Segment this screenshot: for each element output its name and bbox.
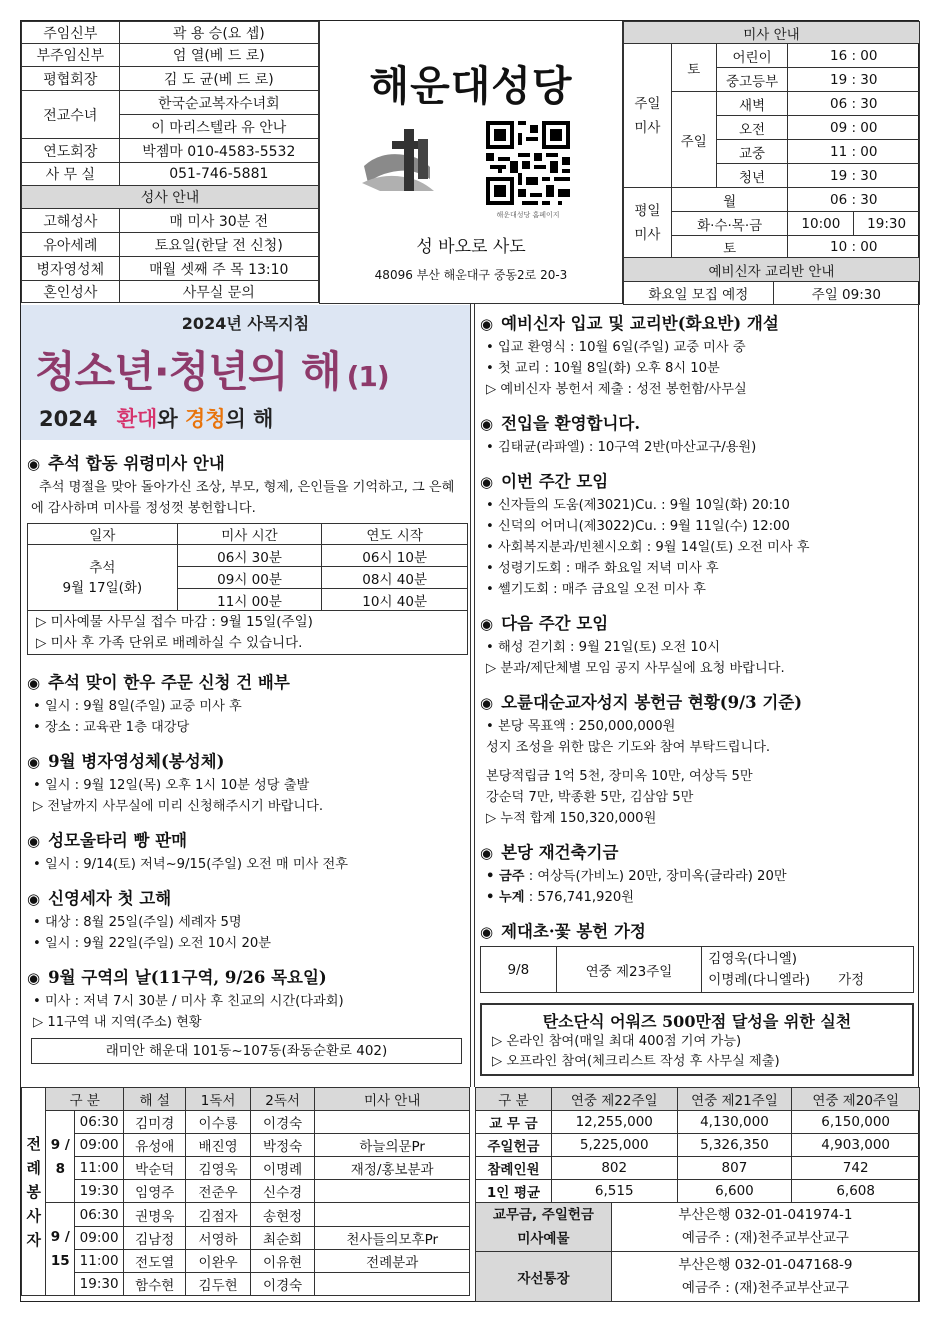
weekday-time: 10 : 00	[788, 236, 920, 258]
finance-table	[475, 1087, 920, 1302]
section-title: ◉ 추석 맞이 한우 주문 신청 건 배부	[27, 673, 290, 692]
ministry-cell: 김두현	[186, 1273, 251, 1296]
ministry-cell: 이완우	[186, 1250, 251, 1273]
bulletin-page	[20, 20, 919, 1302]
finance-value: 6,515	[551, 1180, 677, 1203]
ministry-cell: 김점자	[186, 1203, 251, 1227]
sacrament-label: 혼인성사	[22, 281, 120, 303]
finance-value: 807	[677, 1157, 792, 1180]
carbon-line: ▷ 오프라인 참여(체크리스트 작성 후 사무실 제출)	[492, 1054, 780, 1069]
ministry-time: 19:30	[75, 1180, 124, 1203]
catechumen-line: ▷ 예비신자 봉헌서 제출 : 성전 봉헌함/사무실	[486, 382, 747, 397]
ministry-cell: 이명례	[250, 1157, 315, 1180]
carbon-title: 탄소단식 어워즈 500만점 달성을 위한 실천	[542, 1012, 852, 1031]
sick-line: ▷ 전날까지 사무실에 미리 신청해주시기 바랍니다.	[33, 799, 324, 814]
weekday-day: 토	[671, 236, 788, 258]
finance-value: 5,225,000	[551, 1134, 677, 1157]
banner-top: 2024년 사목지침	[181, 314, 310, 333]
sacrament-label: 고해성사	[22, 209, 120, 233]
mass-name: 새벽	[716, 92, 788, 116]
parish-address: 48096 부산 해운대구 중동2로 20-3	[374, 268, 568, 282]
welcome-line: • 김태균(라파엘) : 10구역 2반(마산교구/용원)	[486, 440, 757, 455]
ministry-cell: 서영하	[186, 1227, 251, 1250]
ministry-header: 구 분	[46, 1088, 124, 1111]
ministry-cell: 하늘의문Pr	[315, 1134, 470, 1157]
sunday-label: 주일	[671, 92, 716, 188]
mass-time: 19 : 30	[788, 68, 920, 92]
ministry-cell: 유성애	[124, 1134, 186, 1157]
meeting-line: • 쎌기도회 : 매주 금요일 오전 미사 후	[486, 582, 706, 597]
district-address-box: 래미안 해운대 101동~107동(좌동순환로 402)	[31, 1038, 462, 1064]
flowers-date: 9/8	[481, 947, 557, 993]
next-meeting-line: • 해성 걷기회 : 9월 21일(토) 오전 10시	[486, 640, 720, 655]
ministry-date: 9 / 15	[46, 1203, 75, 1296]
ministry-time: 09:00	[75, 1227, 124, 1250]
mass-title: 미사 안내	[624, 22, 920, 44]
carbon-line: ▷ 온라인 참여(매일 최대 400점 기여 가능)	[492, 1034, 742, 1049]
confession-line: • 대상 : 8월 25일(주일) 세례자 5명	[33, 915, 242, 930]
hanwoo-line: • 장소 : 교육관 1층 대강당	[33, 720, 190, 735]
shrine-line: 성지 조성을 위한 많은 기도와 참여 부탁드립니다.	[486, 740, 771, 755]
chuseok-table	[27, 523, 468, 655]
finance-label: 1인 평균	[476, 1180, 552, 1203]
banner-sub: 2024 환대와 경청의 해	[39, 407, 274, 431]
shrine-line: ▷ 누적 합계 150,320,000원	[486, 811, 657, 826]
weekday-time: 19:30	[854, 212, 920, 236]
ministry-time: 11:00	[75, 1157, 124, 1180]
ministry-cell	[315, 1273, 470, 1296]
chuseok-header: 연도 시작	[322, 524, 468, 545]
staff-value: 엄 열(베 드 로)	[119, 44, 318, 67]
ministry-cell: 배진영	[186, 1134, 251, 1157]
section-title: ◉ 9월 병자영성체(봉성체)	[27, 752, 225, 771]
catechumen-right: 주일 09:30	[773, 282, 919, 305]
section-title: ◉ 예비신자 입교 및 교리반(화요반) 개설	[480, 314, 779, 333]
ministry-time: 09:00	[75, 1134, 124, 1157]
catechumen-table	[623, 257, 920, 305]
sacrament-value: 매월 셋째 주 목 13:10	[119, 257, 318, 281]
mass-name: 오전	[716, 116, 788, 140]
sacrament-label: 유아세례	[22, 233, 120, 257]
weekday-day: 화·수·목·금	[671, 212, 788, 236]
ministry-table	[21, 1087, 470, 1296]
shrine-line: 강순덕 7만, 박종환 5만, 김삼암 5만	[486, 790, 694, 805]
saturday-label: 토	[671, 44, 716, 92]
district-line: ▷ 11구역 내 지역(주소) 현황	[33, 1015, 202, 1030]
mass-name: 어린이	[716, 44, 788, 68]
section-title: ◉ 9월 구역의 날(11구역, 9/26 목요일)	[27, 968, 327, 987]
ministry-cell: 임영주	[124, 1180, 186, 1203]
ministry-cell	[315, 1203, 470, 1227]
finance-header: 연중 제22주일	[551, 1088, 677, 1111]
sacrament-value: 사무실 문의	[119, 281, 318, 303]
sacrament-value: 매 미사 30분 전	[119, 209, 318, 233]
column-divider	[470, 304, 475, 1087]
weekday-time: 10:00	[788, 212, 854, 236]
section-title: ◉ 다음 주간 모임	[480, 614, 609, 633]
parish-name: 해운대성당	[369, 62, 573, 110]
mass-time: 11 : 00	[788, 140, 920, 164]
theme-banner	[21, 305, 470, 440]
rebuild-line: • 금주 : 여상득(가비노) 20만, 장미옥(글라라) 20만	[486, 869, 787, 884]
finance-label: 교 무 금	[476, 1111, 552, 1134]
ministry-time: 19:30	[75, 1273, 124, 1296]
chuseok-prayer-time: 08시 40분	[322, 567, 468, 589]
ministry-header: 2독서	[250, 1088, 315, 1111]
ministry-header: 1독서	[186, 1088, 251, 1111]
weekday-mass-label: 평일 미사	[624, 188, 672, 258]
mass-time: 09 : 00	[788, 116, 920, 140]
chuseok-notes: ▷ 미사예물 사무실 접수 마감 : 9월 15일(주일) ▷ 미사 후 가족 단위로 배례하실 수 있습니다.	[28, 611, 468, 655]
sacrament-label: 병자영성체	[22, 257, 120, 281]
flowers-family: 김영욱(다니엘) 이명례(다니엘라) 가정	[702, 947, 914, 993]
ministry-cell: 박정숙	[250, 1134, 315, 1157]
finance-value: 5,326,350	[677, 1134, 792, 1157]
staff-table	[21, 21, 319, 303]
ministry-cell: 재정/홍보분과	[315, 1157, 470, 1180]
staff-label: 연도회장	[22, 139, 120, 163]
ministry-cell: 이유현	[250, 1250, 315, 1273]
qr-code-icon	[486, 121, 570, 205]
mass-time: 19 : 30	[788, 164, 920, 188]
chuseok-date: 추석 9월 17일(화)	[28, 545, 178, 611]
parish-patron: 성 바오로 사도	[416, 237, 526, 257]
finance-value: 802	[551, 1157, 677, 1180]
account-info: 부산은행 032-01-047168-9 예금주 : (재)천주교부산교구	[611, 1252, 919, 1302]
finance-header: 구 분	[476, 1088, 552, 1111]
ministry-cell: 최순희	[250, 1227, 315, 1250]
finance-value: 4,130,000	[677, 1111, 792, 1134]
meeting-line: • 사회복지분과/빈첸시오회 : 9월 14일(토) 오전 미사 후	[486, 540, 810, 555]
ministry-cell: 전례분과	[315, 1250, 470, 1273]
right-column	[476, 304, 920, 1087]
chuseok-header: 미사 시간	[177, 524, 322, 545]
bread-line: • 일시 : 9/14(토) 저녁~9/15(주일) 오전 매 미사 전후	[33, 857, 348, 872]
rebuild-line: • 누계 : 576,741,920원	[486, 890, 634, 905]
ministry-cell: 함수현	[124, 1273, 186, 1296]
finance-value: 4,903,000	[792, 1134, 920, 1157]
section-title: ◉ 이번 주간 모임	[480, 472, 609, 491]
finance-label: 주일헌금	[476, 1134, 552, 1157]
shrine-line: 본당적립금 1억 5천, 장미옥 10만, 여상득 5만	[486, 769, 753, 784]
catechumen-line: • 첫 교리 : 10월 8일(화) 오후 8시 10분	[486, 361, 720, 376]
catechumen-title: 예비신자 교리반 안내	[624, 258, 920, 282]
staff-value: 이 마리스텔라 유 안나	[119, 115, 318, 139]
staff-label: 주임신부	[22, 22, 120, 44]
chuseok-mass-time: 09시 00분	[177, 567, 322, 589]
staff-value: 051-746-5881	[119, 163, 318, 186]
chuseok-prayer-time: 06시 10분	[322, 545, 468, 567]
account-label: 교무금, 주일헌금 미사예물	[476, 1203, 612, 1252]
mass-name: 교중	[716, 140, 788, 164]
section-title: ◉ 오륜대순교자성지 봉헌금 현황(9/3 기준)	[480, 693, 803, 712]
staff-value: 한국순교복자수녀회	[119, 91, 318, 115]
ministry-cell: 이경숙	[250, 1111, 315, 1134]
sacrament-value: 토요일(한달 전 신청)	[119, 233, 318, 257]
ministry-cell	[315, 1180, 470, 1203]
chuseok-body: 추석 명절을 맞아 돌아가신 조상, 부모, 형제, 은인들을 기억하고, 그 은혜에 감사하며 미사를 정성껏 봉헌합니다.	[31, 480, 455, 516]
ministry-cell: 이경숙	[250, 1273, 315, 1296]
flowers-table	[480, 946, 914, 993]
finance-value: 12,255,000	[551, 1111, 677, 1134]
meeting-line: • 신덕의 어머니(제3022)Cu. : 9월 11일(수) 12:00	[486, 519, 790, 534]
ministry-cell: 박순덕	[124, 1157, 186, 1180]
banner-main: 청소년·청년의 해 (1)	[35, 347, 389, 396]
ministry-cell: 전도열	[124, 1250, 186, 1273]
sacrament-title: 성사 안내	[22, 186, 319, 209]
finance-value: 6,608	[792, 1180, 920, 1203]
staff-label: 전교수녀	[22, 91, 120, 139]
mass-time: 16 : 00	[788, 44, 920, 68]
staff-label: 평협회장	[22, 67, 120, 91]
weekday-day: 월	[671, 188, 788, 212]
finance-header: 연중 제20주일	[792, 1088, 920, 1111]
finance-value: 742	[792, 1157, 920, 1180]
carbon-box	[480, 1003, 914, 1076]
district-line: • 미사 : 저녁 7시 30분 / 미사 후 친교의 시간(다과회)	[33, 994, 344, 1009]
parish-logo-icon	[360, 121, 450, 201]
qr-caption: 해운대성당 홈페이지	[496, 211, 560, 219]
finance-label: 참례인원	[476, 1157, 552, 1180]
hanwoo-line: • 일시 : 9월 8일(주일) 교중 미사 후	[33, 699, 242, 714]
staff-value: 김 도 균(베 드 로)	[119, 67, 318, 91]
ministry-cell: 김미경	[124, 1111, 186, 1134]
ministry-cell: 전준우	[186, 1180, 251, 1203]
mass-name: 청년	[716, 164, 788, 188]
section-title: ◉ 본당 재건축기금	[480, 843, 619, 862]
ministry-cell	[315, 1111, 470, 1134]
staff-label: 부주임신부	[22, 44, 120, 67]
confession-line: • 일시 : 9월 22일(주일) 오전 10시 20분	[33, 936, 271, 951]
left-column	[21, 304, 470, 1087]
ministry-cell: 송현정	[250, 1203, 315, 1227]
staff-value: 곽 용 승(요 셉)	[119, 22, 318, 44]
staff-label: 사 무 실	[22, 163, 120, 186]
ministry-cell: 김영욱	[186, 1157, 251, 1180]
parish-header	[319, 21, 623, 304]
chuseok-header: 일자	[28, 524, 178, 545]
ministry-time: 06:30	[75, 1111, 124, 1134]
section-title: ◉ 신영세자 첫 고해	[27, 889, 172, 908]
shrine-line: • 본당 목표액 : 250,000,000원	[486, 719, 676, 734]
finance-value: 6,150,000	[792, 1111, 920, 1134]
chuseok-mass-time: 06시 30분	[177, 545, 322, 567]
ministry-header: 해 설	[124, 1088, 186, 1111]
ministry-header: 미사 안내	[315, 1088, 470, 1111]
ministry-cell: 권명욱	[124, 1203, 186, 1227]
chuseok-prayer-time: 10시 40분	[322, 589, 468, 611]
sick-line: • 일시 : 9월 12일(목) 오후 1시 10분 성당 출발	[33, 778, 310, 793]
finance-value: 6,600	[677, 1180, 792, 1203]
ministry-side-label: 전례봉사자	[22, 1088, 46, 1296]
weekday-time: 06 : 30	[788, 188, 920, 212]
ministry-date: 9 / 8	[46, 1111, 75, 1203]
staff-value: 박젬마 010-4583-5532	[119, 139, 318, 163]
ministry-cell: 신수경	[250, 1180, 315, 1203]
mass-name: 중고등부	[716, 68, 788, 92]
section-title: ◉ 제대초·꽃 봉헌 가정	[480, 922, 646, 941]
sunday-mass-label: 주일 미사	[624, 44, 672, 188]
mass-time: 06 : 30	[788, 92, 920, 116]
ministry-cell: 천사들의모후Pr	[315, 1227, 470, 1250]
ministry-cell: 김남정	[124, 1227, 186, 1250]
mass-table	[623, 21, 920, 258]
chuseok-mass-time: 11시 00분	[177, 589, 322, 611]
meeting-line: • 성령기도회 : 매주 화요일 저녁 미사 후	[486, 561, 719, 576]
ministry-time: 11:00	[75, 1250, 124, 1273]
catechumen-left: 화요일 모집 예정	[624, 282, 774, 305]
account-info: 부산은행 032-01-041974-1 예금주 : (재)천주교부산교구	[611, 1203, 919, 1252]
ministry-cell: 이수룡	[186, 1111, 251, 1134]
section-title: ◉ 성모울타리 빵 판매	[27, 831, 188, 850]
next-meeting-line: ▷ 분과/제단체별 모임 공지 사무실에 요청 바랍니다.	[486, 661, 785, 676]
section-title: ◉ 추석 합동 위령미사 안내	[27, 454, 225, 473]
meeting-line: • 신자들의 도움(제3021)Cu. : 9월 10일(화) 20:10	[486, 498, 790, 513]
catechumen-line: • 입교 환영식 : 10월 6일(주일) 교중 미사 중	[486, 340, 746, 355]
account-label: 자선통장	[476, 1252, 612, 1302]
flowers-week: 연중 제23주일	[556, 947, 702, 993]
section-title: ◉ 전입을 환영합니다.	[480, 414, 641, 433]
finance-header: 연중 제21주일	[677, 1088, 792, 1111]
ministry-time: 06:30	[75, 1203, 124, 1227]
